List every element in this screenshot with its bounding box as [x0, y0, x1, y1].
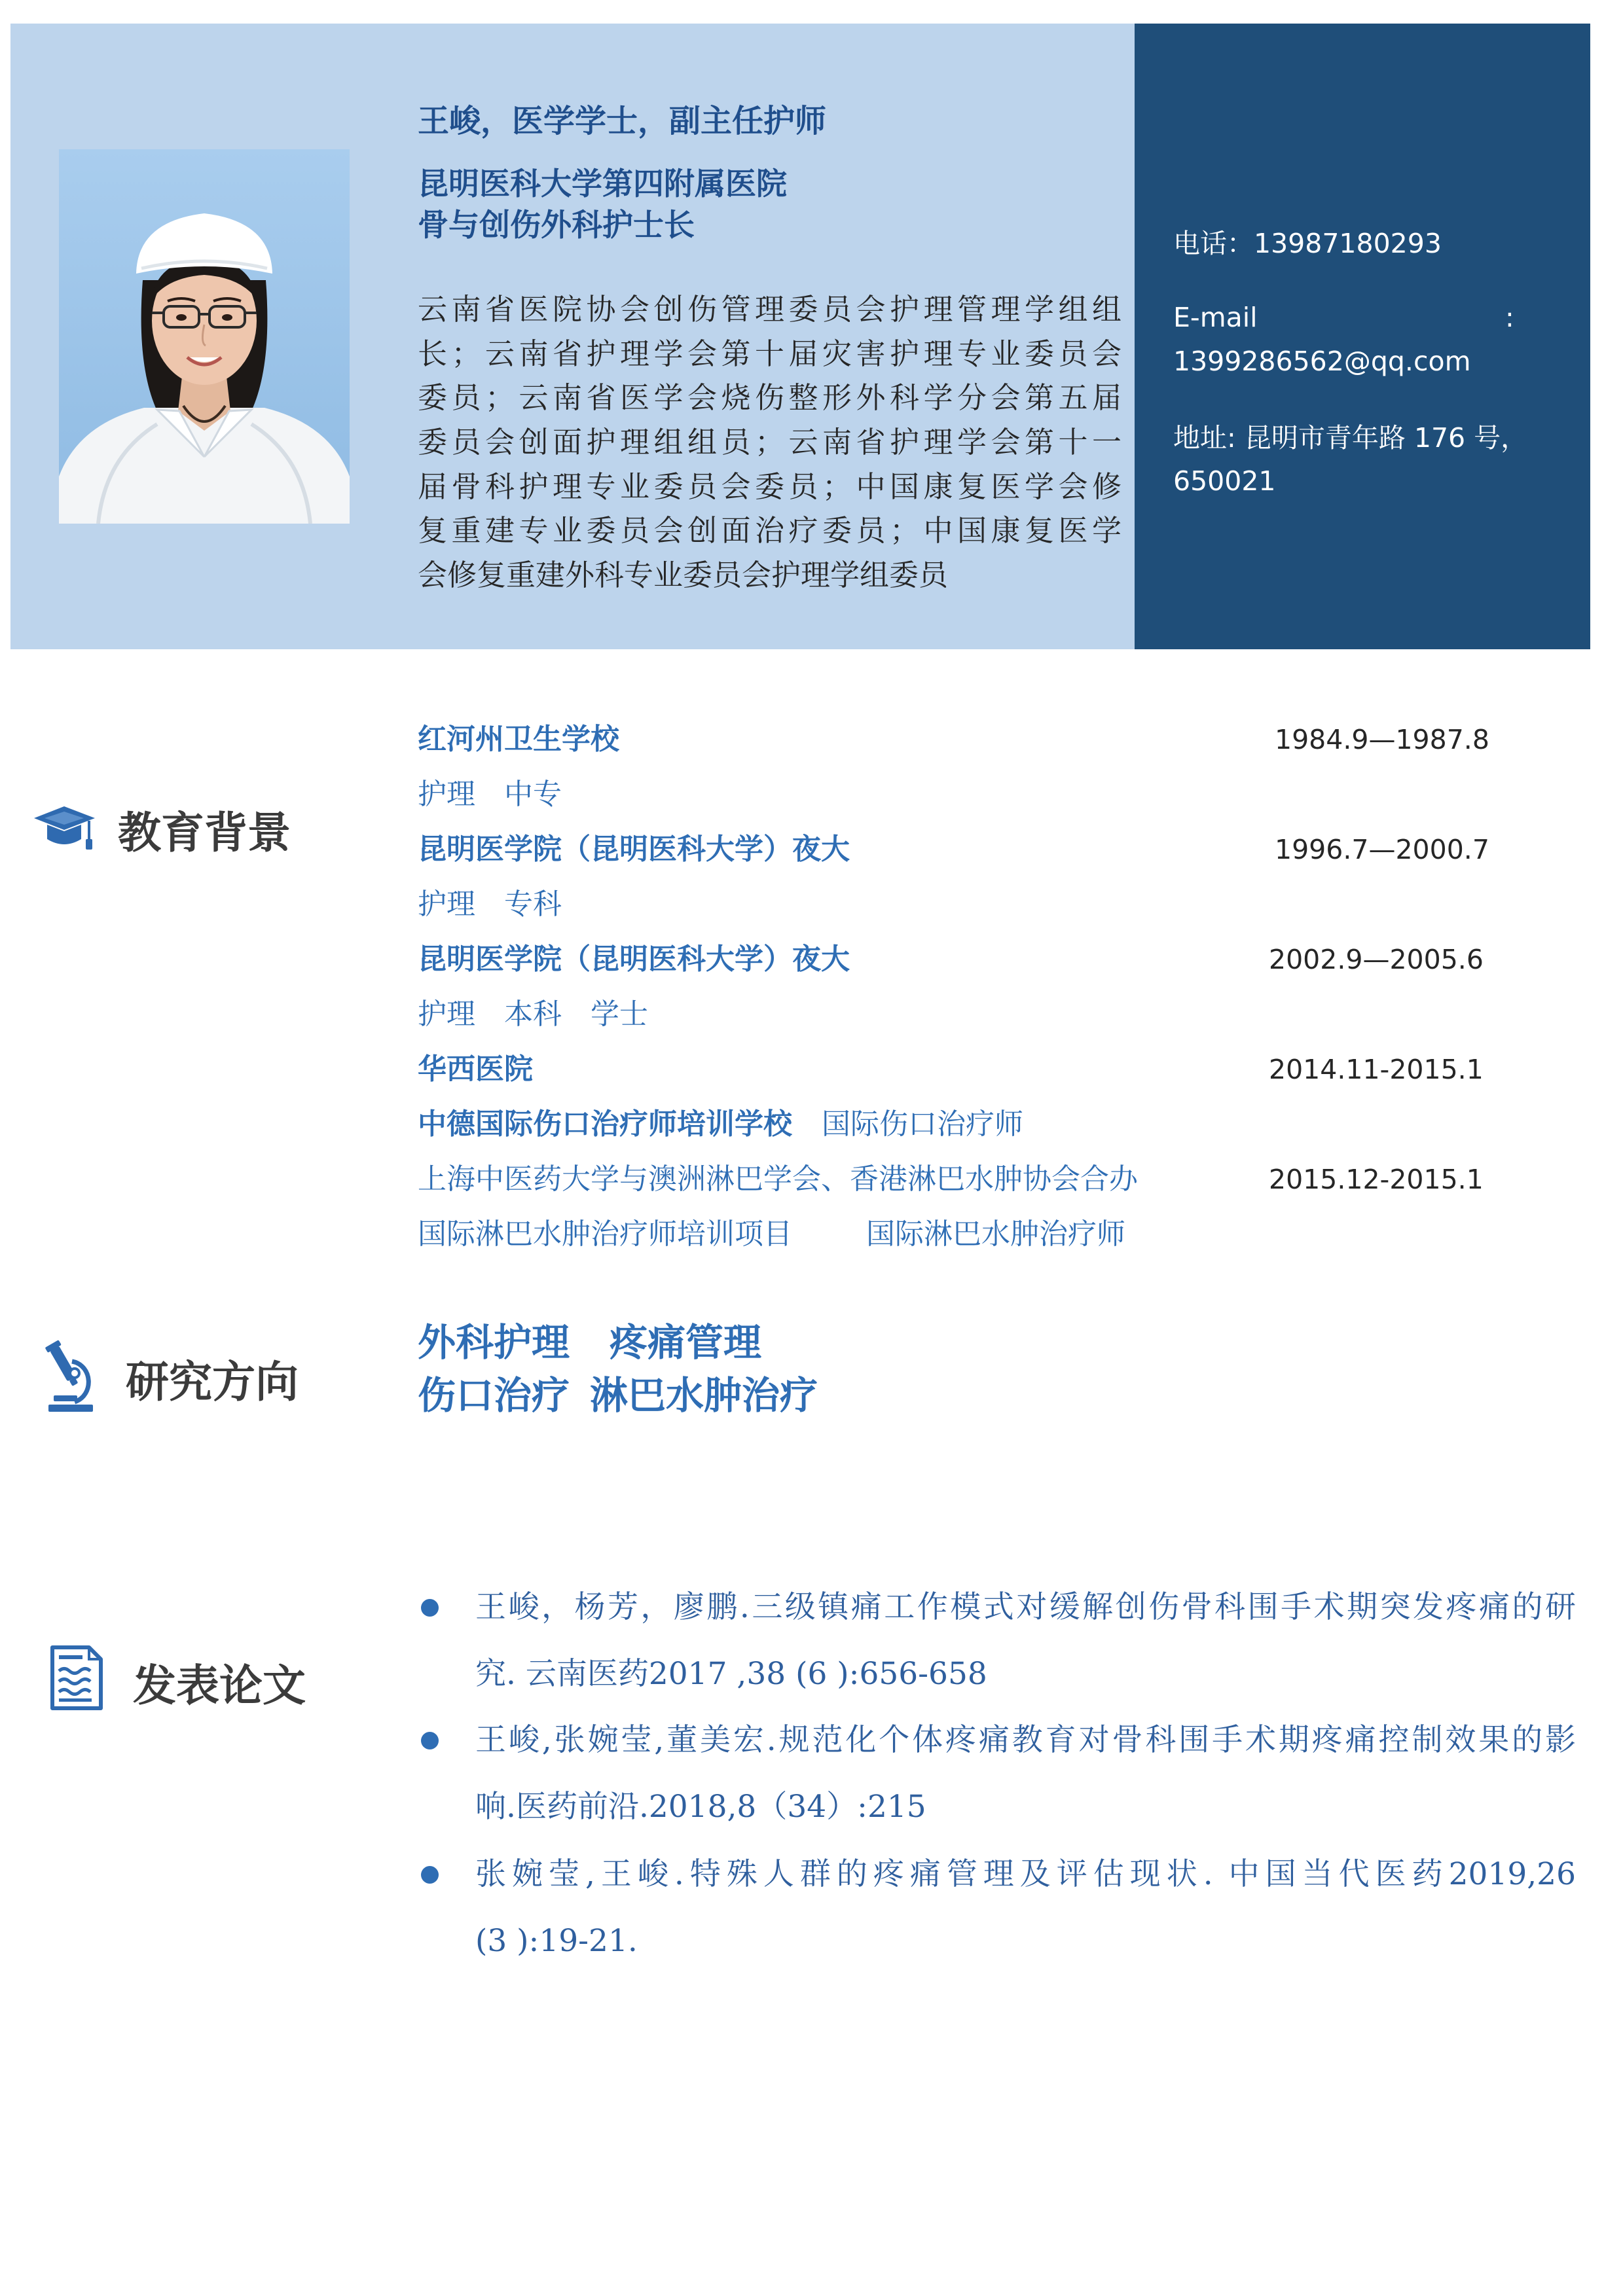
education-date: 1984.9—1987.8 — [1275, 724, 1489, 755]
education-school: 昆明医学院（昆明医科大学）夜大 — [418, 833, 850, 866]
email-separator: : — [1505, 302, 1514, 333]
research-topic: 疼痛管理 — [610, 1320, 762, 1365]
address-postcode: 650021 — [1173, 465, 1276, 497]
publication-line: 王峻，杨芳，廖鹏.三级镇痛工作模式对缓解创伤骨科围手术期突发疼痛的研 — [475, 1589, 1576, 1625]
bio-line: 委员；云南省医学会烧伤整形外科学分会第五届 — [418, 380, 1122, 416]
bio-line: 云南省医院协会创伤管理委员会护理管理学组组 — [418, 292, 1122, 327]
bullet-dot — [421, 1866, 439, 1884]
education-school: 昆明医学院（昆明医科大学）夜大 — [418, 942, 850, 976]
bio-line: 委员会创面护理组组员；云南省护理学会第十一 — [418, 425, 1122, 460]
email-label: E-mail — [1173, 302, 1258, 333]
graduation-cap-icon — [33, 804, 96, 855]
publication-line: 张婉莹,王峻.特殊人群的疼痛管理及评估现状. 中国当代医药2019,26 — [475, 1856, 1576, 1892]
microscope-icon — [45, 1339, 96, 1413]
education-major: 护理 本科 学士 — [418, 997, 648, 1031]
research-topic: 外科护理 — [418, 1320, 570, 1365]
position-title: 骨与创伤外科护士长 — [418, 207, 695, 243]
section-title-education: 教育背景 — [118, 808, 291, 858]
education-credential: 国际淋巴水肿治疗师 — [866, 1217, 1125, 1251]
profile-photo — [59, 149, 350, 524]
publication-line: 王峻,张婉莹,董美宏.规范化个体疼痛教育对骨科围手术期疼痛控制效果的影 — [475, 1722, 1576, 1758]
name-title: 王峻，医学学士，副主任护师 — [418, 103, 827, 139]
hospital-name: 昆明医科大学第四附属医院 — [418, 166, 787, 202]
research-topic: 淋巴水肿治疗 — [590, 1373, 818, 1418]
publication-item — [475, 1574, 1576, 1708]
bullet-dot — [421, 1732, 439, 1749]
address-line: 地址: 昆明市青年路 176 号， — [1173, 422, 1528, 454]
education-major: 护理 专科 — [418, 888, 562, 921]
publication-item — [475, 1707, 1576, 1840]
publication-line: 究. 云南医药2017 ,38 (6 ):656-658 — [475, 1656, 987, 1692]
publication-item — [475, 1841, 1576, 1975]
section-title-research: 研究方向 — [126, 1357, 299, 1407]
education-school: 华西医院 — [418, 1052, 533, 1086]
bullet-dot — [421, 1599, 439, 1617]
document-icon — [48, 1645, 105, 1711]
phone-number: 电话：13987180293 — [1173, 228, 1442, 259]
education-credential: 国际伤口治疗师 — [822, 1107, 1023, 1141]
publication-line: 响.医药前沿.2018,8（34）:215 — [475, 1789, 926, 1825]
bio-line: 届骨科护理专业委员会委员；中国康复医学会修 — [418, 469, 1122, 504]
research-topic: 伤口治疗 — [418, 1373, 570, 1418]
bio-line: 长；云南省护理学会第十届灾害护理专业委员会 — [418, 336, 1122, 371]
education-date: 2002.9—2005.6 — [1269, 944, 1484, 975]
education-program: 上海中医药大学与澳洲淋巴学会、香港淋巴水肿协会合办 — [418, 1162, 1138, 1196]
bio-line: 会修复重建外科专业委员会护理学组委员 — [418, 558, 949, 593]
section-title-publications: 发表论文 — [133, 1660, 306, 1711]
bio-line: 复重建专业委员会创面治疗委员；中国康复医学 — [418, 513, 1122, 548]
education-school: 中德国际伤口治疗师培训学校 — [418, 1107, 792, 1141]
education-date: 2015.12-2015.1 — [1269, 1164, 1484, 1195]
email-address: 1399286562@qq.com — [1173, 346, 1471, 377]
education-major: 护理 中专 — [418, 778, 562, 811]
education-program: 国际淋巴水肿治疗师培训项目 — [418, 1217, 792, 1251]
education-date: 1996.7—2000.7 — [1275, 834, 1489, 865]
publication-line: (3 ):19-21. — [475, 1923, 638, 1959]
education-date: 2014.11-2015.1 — [1269, 1054, 1484, 1085]
education-school: 红河州卫生学校 — [418, 723, 619, 756]
bio-paragraph — [418, 287, 1122, 598]
